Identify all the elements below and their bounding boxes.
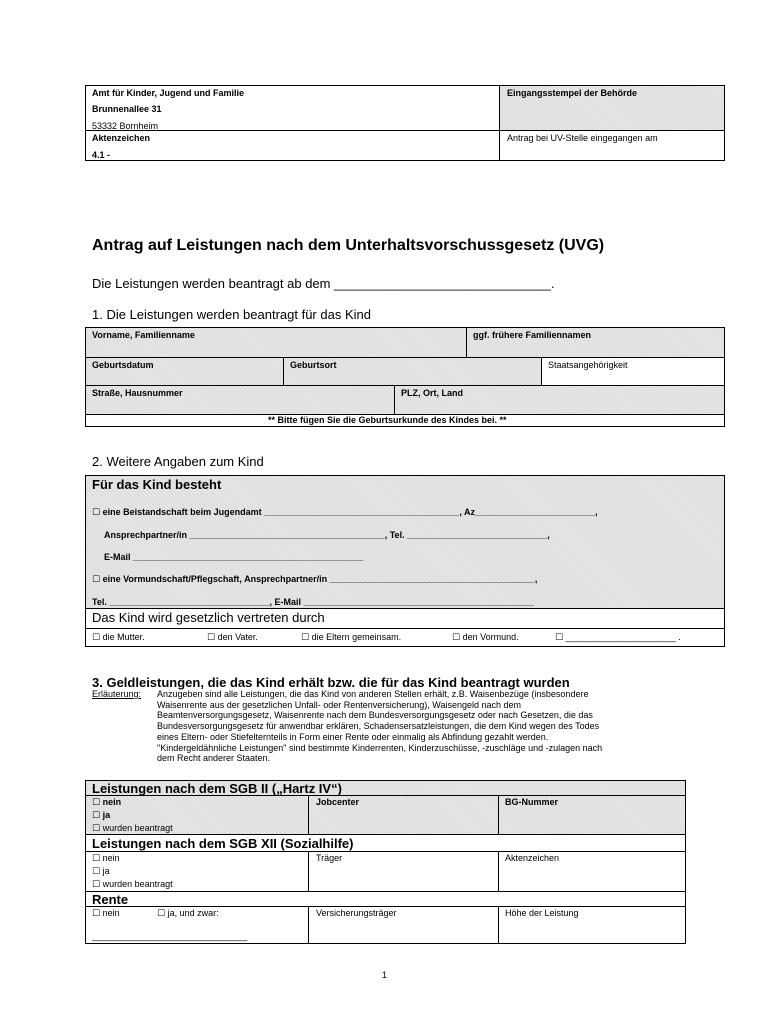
birth-certificate-note: ** Bitte fügen Sie die Geburtsurkunde des Kindes bei. ** bbox=[268, 415, 507, 425]
sgb2-option-yes[interactable]: ☐ ja bbox=[92, 810, 111, 820]
stamp-label: Eingangsstempel der Behörde bbox=[507, 88, 638, 98]
pension-option-no[interactable]: ☐ nein bbox=[92, 908, 120, 918]
option-parents-jointly[interactable]: ☐ die Eltern gemeinsam. bbox=[301, 632, 402, 642]
section1-heading: 1. Die Leistungen werden beantragt für das Kind bbox=[92, 307, 371, 322]
pension-option-yes[interactable]: ☐ ja, und zwar: bbox=[157, 908, 219, 918]
start-date-line[interactable]: Die Leistungen werden beantragt ab dem ______________________________. bbox=[92, 276, 555, 291]
sgb12-option-yes[interactable]: ☐ ja bbox=[92, 866, 110, 876]
pension-type-blank[interactable]: _______________________________ bbox=[92, 931, 248, 941]
authority-street: Brunnenallee 31 bbox=[92, 104, 162, 114]
sgb12-file-number-field[interactable]: Aktenzeichen bbox=[505, 853, 560, 863]
insurer-field[interactable]: Versicherungsträger bbox=[316, 908, 397, 918]
sgb12-provider-field[interactable]: Träger bbox=[316, 853, 343, 863]
plz-city-field[interactable]: PLZ, Ort, Land bbox=[401, 388, 463, 398]
beistandschaft-option[interactable]: ☐ eine Beistandschaft beim Jugendamt _______________________________________, Az________________________, bbox=[92, 507, 598, 517]
street-field[interactable]: Straße, Hausnummer bbox=[92, 388, 183, 398]
sgb2-option-no[interactable]: ☐ nein bbox=[92, 797, 122, 807]
guardianship-title: Für das Kind besteht bbox=[92, 477, 222, 492]
file-number-value[interactable]: 4.1 - bbox=[92, 150, 111, 160]
sgb12-option-no[interactable]: ☐ nein bbox=[92, 853, 120, 863]
former-names-field[interactable]: ggf. frühere Familiennamen bbox=[473, 330, 592, 340]
vormundschaft-option[interactable]: ☐ eine Vormundschaft/Pflegschaft, Ansprechpartner/in _________________________________________, bbox=[92, 574, 538, 584]
nationality-field[interactable]: Staatsangehörigkeit bbox=[548, 360, 628, 370]
section3-heading: 3. Geldleistungen, die das Kind erhält bzw. die für das Kind beantragt wurden bbox=[92, 675, 570, 690]
sgb2-title: Leistungen nach dem SGB II („Hartz IV“) bbox=[92, 781, 342, 796]
sgb12-option-applied[interactable]: ☐ wurden beantragt bbox=[92, 879, 173, 889]
option-guardian[interactable]: ☐ den Vormund. bbox=[452, 632, 519, 642]
page-number: 1 bbox=[382, 970, 388, 980]
section2-heading: 2. Weitere Angaben zum Kind bbox=[92, 454, 264, 469]
guardianship-shaded bbox=[86, 476, 724, 608]
authority-hline bbox=[85, 130, 725, 131]
bg-number-field[interactable]: BG-Nummer bbox=[505, 797, 559, 807]
option-father[interactable]: ☐ den Vater. bbox=[207, 632, 258, 642]
beistand-email-field[interactable]: E-Mail ______________________________________________ bbox=[104, 552, 364, 562]
beistand-contact-field[interactable]: Ansprechpartner/in _______________________________________, Tel. ____________________________, bbox=[104, 530, 550, 540]
pension-title: Rente bbox=[92, 892, 129, 907]
pension-amount-field[interactable]: Höhe der Leistung bbox=[505, 908, 579, 918]
child-name-field[interactable]: Vorname, Familienname bbox=[92, 330, 195, 340]
explanation-text: Anzugeben sind alle Leistungen, die das Kind von anderen Stellen erhält, z.B. Waisenbezüge (insbesondere Waisenrente aus der gesetzlichen Unfall- oder Rentenversicherung), Waisengeld nach dem Beamtenversorgungsgesetz, Waisenrente nach dem Bundesversorgungsgesetz oder nach Gesetzen, die das Bundesversorgungsgesetz für anwendbar erklären, Schadensersatzleistungen, die dem Kind wegen des Todes eines Eltern- oder Stiefelternteils in Form einer Rente oder einmalig als Abfindung gezahlt werden. "Kindergeldähnliche Leistungen" sind bestimmte Kinderrenten, Kinderzuschüsse, -zuschläge und -zulagen nach dem Recht anderer Staaten. bbox=[157, 689, 603, 764]
birthplace-field[interactable]: Geburtsort bbox=[290, 360, 337, 370]
uv-received-label[interactable]: Antrag bei UV-Stelle eingegangen am bbox=[507, 133, 658, 143]
page-title: Antrag auf Leistungen nach dem Unterhaltsvorschussgesetz (UVG) bbox=[92, 237, 605, 254]
option-mother[interactable]: ☐ die Mutter. bbox=[92, 632, 145, 642]
authority-divider bbox=[499, 85, 500, 161]
explanation-label: Erläuterung: bbox=[92, 689, 142, 699]
sgb2-option-applied[interactable]: ☐ wurden beantragt bbox=[92, 823, 173, 833]
representation-title: Das Kind wird gesetzlich vertreten durch bbox=[92, 610, 325, 625]
authority-city: 53332 Bornheim bbox=[92, 121, 159, 131]
birthdate-field[interactable]: Geburtsdatum bbox=[92, 360, 154, 370]
file-number-label: Aktenzeichen bbox=[92, 133, 151, 143]
jobcenter-field[interactable]: Jobcenter bbox=[316, 797, 360, 807]
option-other[interactable]: ☐ ______________________ . bbox=[555, 632, 681, 642]
vormund-tel-field[interactable]: Tel. ________________________________, E-Mail ______________________________________________ bbox=[92, 597, 534, 607]
sgb12-title: Leistungen nach dem SGB XII (Sozialhilfe) bbox=[92, 836, 354, 851]
authority-name: Amt für Kinder, Jugend und Familie bbox=[92, 88, 245, 98]
